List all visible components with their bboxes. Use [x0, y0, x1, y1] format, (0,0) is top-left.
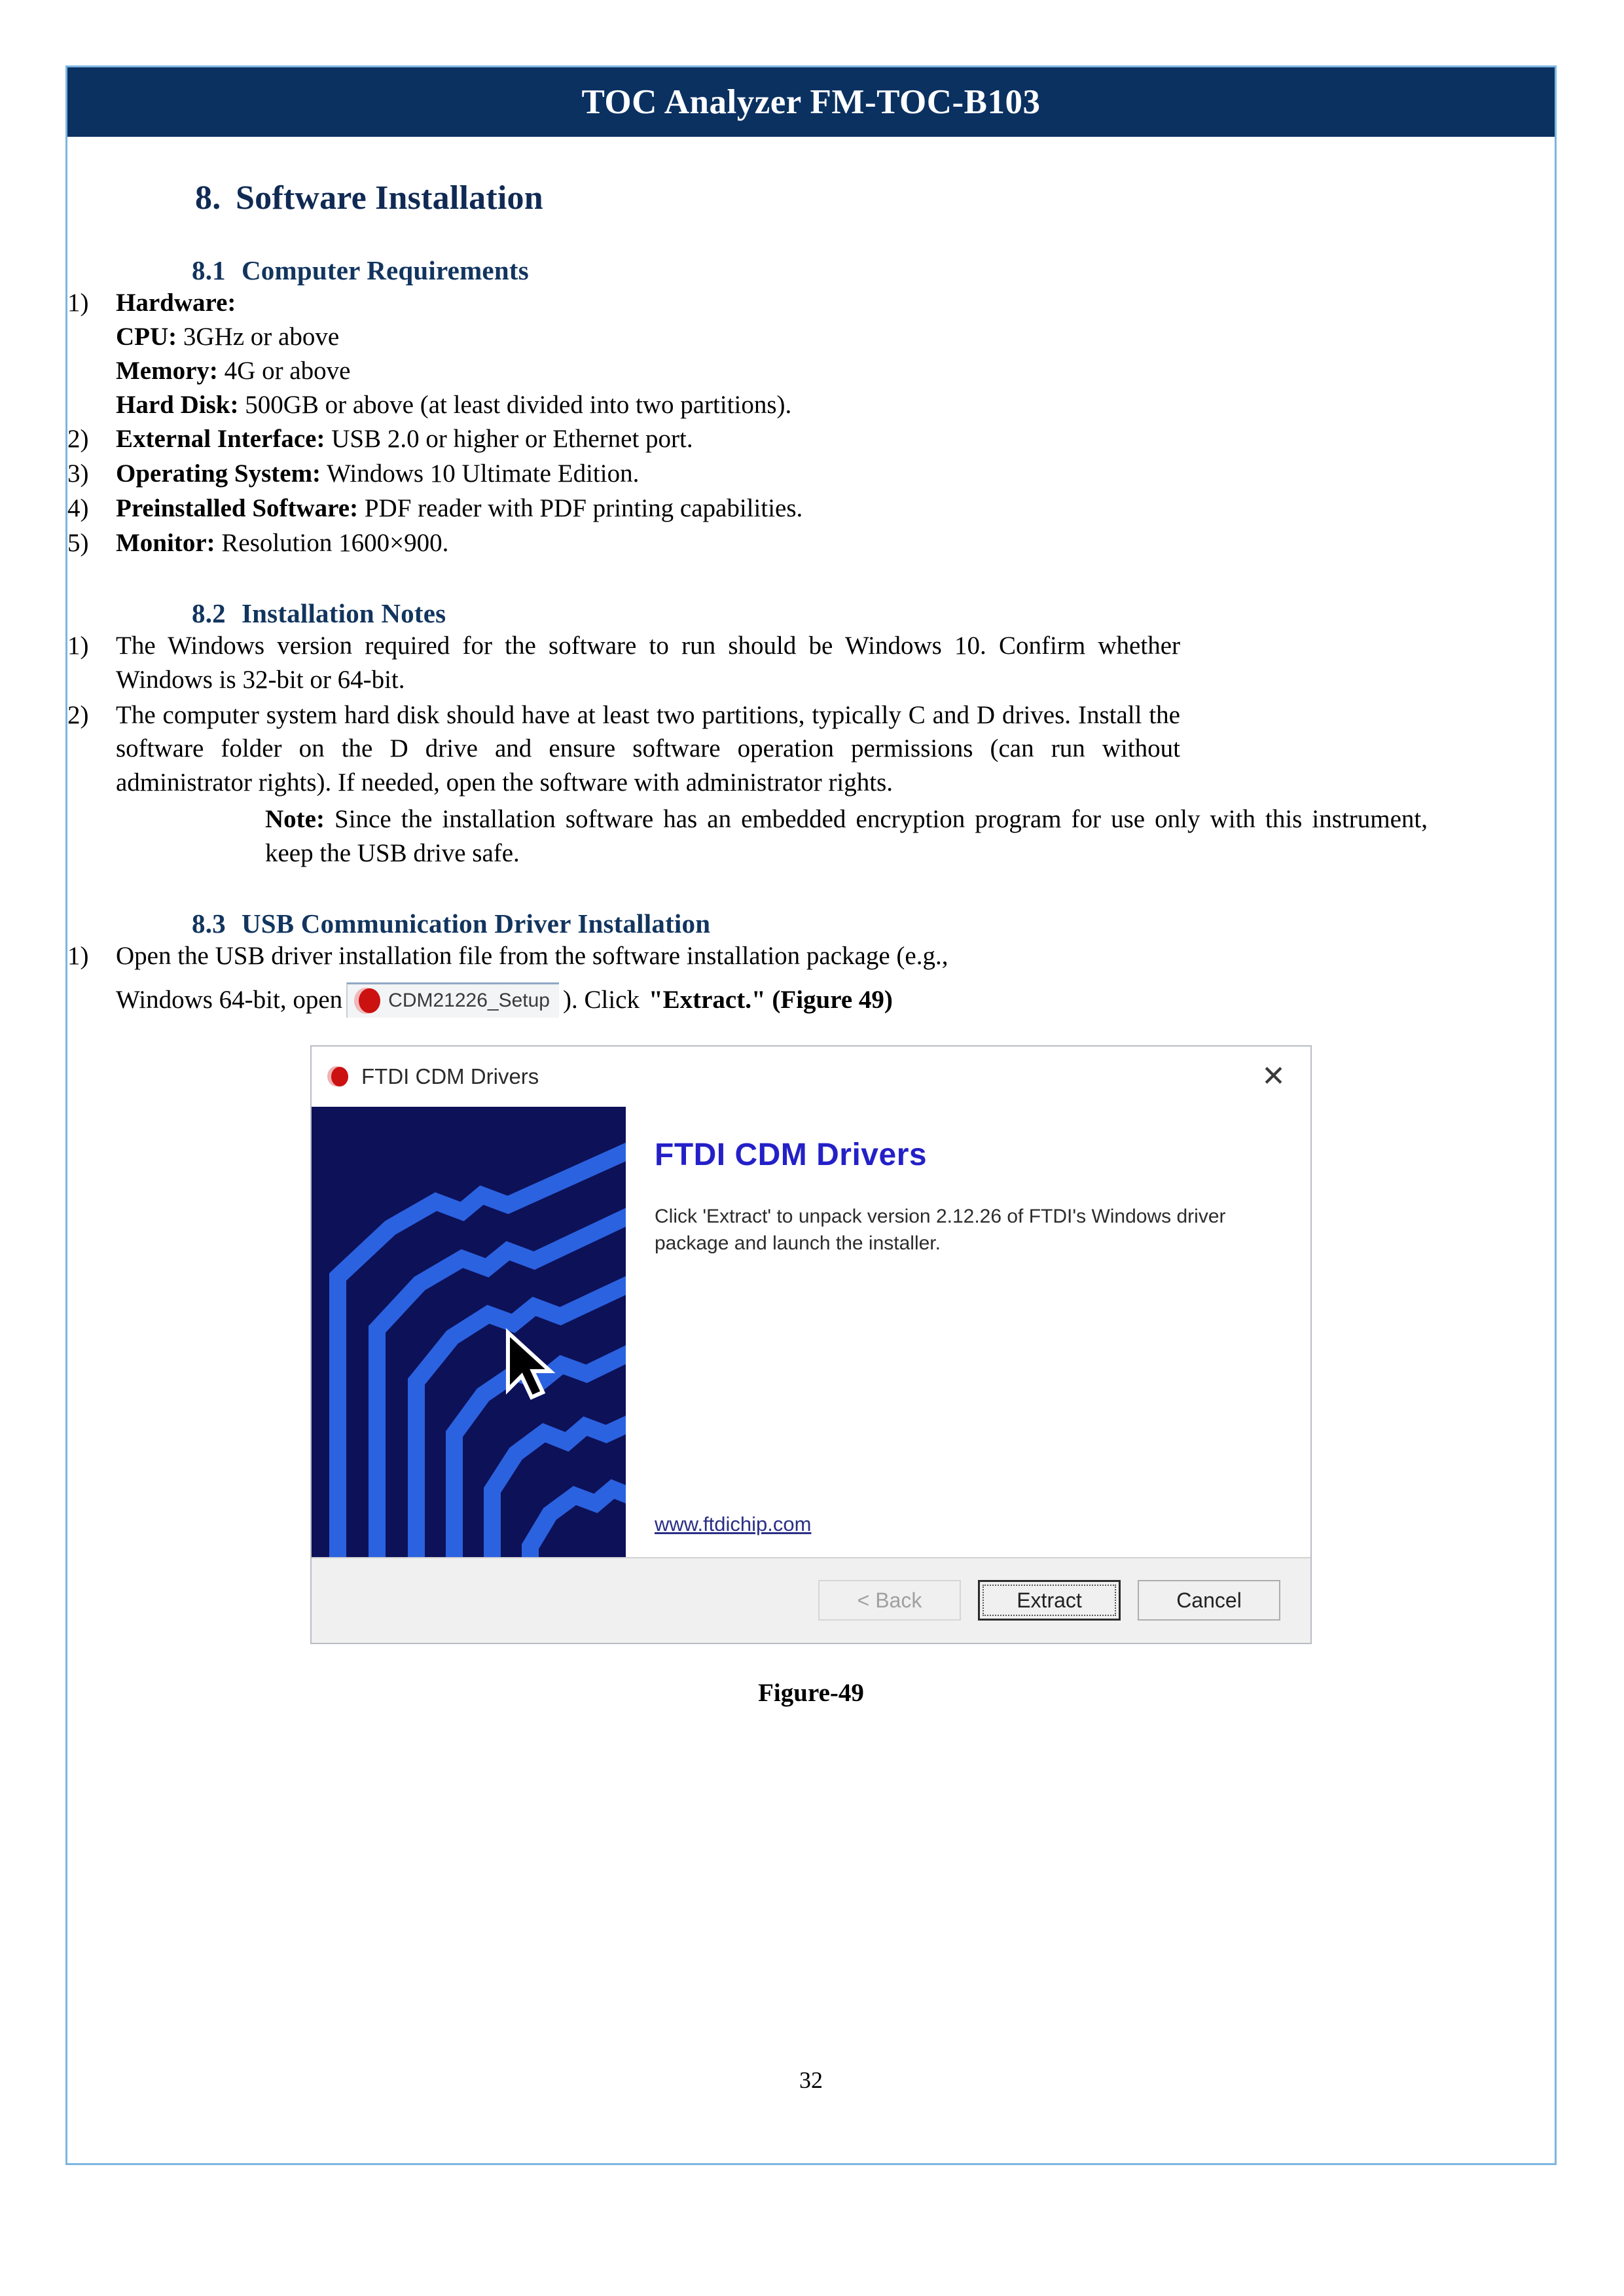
heading-section-8-1-number: 8.1 [192, 255, 226, 285]
list-marker: 4) [67, 494, 89, 523]
close-icon[interactable]: ✕ [1261, 1060, 1286, 1092]
heading-section-8 [195, 179, 1555, 217]
page-content [67, 137, 1555, 1708]
step-line-1: Open the USB driver installation file from the software installation package (e.g., [116, 941, 948, 970]
list-marker: 2) [67, 425, 89, 454]
spec-label-memory: Memory: [116, 356, 218, 385]
note-text: Since the installation software has an embedded encryption program for use only with this instrument, keep the USB drive safe. [265, 805, 1428, 868]
page-header-title: TOC Analyzer FM-TOC-B103 [581, 83, 1041, 121]
installation-note-paragraph [265, 802, 1428, 870]
list-marker: 1) [67, 289, 89, 317]
extract-button-label: Extract [1017, 1588, 1082, 1612]
figure-caption: Figure-49 [758, 1678, 864, 1707]
focus-ring [983, 1585, 1116, 1616]
list-item [67, 939, 1180, 1018]
list-item-body [116, 457, 1089, 491]
heading-section-8-2 [192, 598, 1555, 629]
heading-section-8-number: 8. [195, 179, 221, 217]
list-item-label: External Interface: [116, 425, 325, 454]
back-button[interactable]: < Back [818, 1580, 961, 1621]
list-item [67, 457, 1089, 491]
dialog-footer [312, 1557, 1310, 1643]
note-label: Note: [265, 805, 325, 834]
list-item [67, 698, 1180, 800]
list-item [67, 286, 1089, 422]
red-circle-installer-icon [353, 986, 383, 1016]
heading-section-8-3-title: USB Communication Driver Installation [242, 908, 711, 939]
list-item-text: Windows 10 Ultimate Edition. [321, 459, 640, 488]
heading-section-8-3 [192, 908, 1555, 939]
dialog-heading: FTDI CDM Drivers [655, 1137, 928, 1172]
circuit-trace-artwork [312, 1107, 626, 1558]
list-marker: 1) [67, 631, 89, 660]
list-item [67, 422, 1089, 456]
list-item [67, 526, 1089, 560]
list-item-text: PDF reader with PDF printing capabilities. [358, 494, 803, 523]
spec-line-harddisk [116, 388, 1089, 422]
dialog-content-panel [626, 1107, 1310, 1558]
installation-notes-list [67, 629, 1180, 800]
document-page [65, 65, 1557, 2165]
computer-requirements-list [67, 286, 1089, 560]
dialog-title: FTDI CDM Drivers [361, 1064, 539, 1088]
list-item-label: Hardware: [116, 289, 236, 317]
extract-button[interactable] [978, 1580, 1121, 1621]
dialog-body-text: Click 'Extract' to unpack version 2.12.26 of FTDI's Windows driver package and launch the installer. [655, 1205, 1226, 1255]
ftdi-cdm-drivers-dialog [310, 1045, 1312, 1644]
step-line-2-emphasis: "Extract." (Figure 49) [648, 985, 893, 1014]
list-item-text: Resolution 1600×900. [215, 529, 449, 558]
spec-line-memory [116, 354, 1089, 388]
heading-section-8-title: Software Installation [236, 179, 543, 217]
list-item-body [116, 422, 1089, 456]
list-item [67, 629, 1180, 697]
spec-label-harddisk: Hard Disk: [116, 390, 239, 419]
ftdi-red-circle-icon [327, 1065, 351, 1088]
list-item-text: The computer system hard disk should have at least two partitions, typically C and D drives. Install the software folder on the D drive and ensure software operation permissions (can run without administrator rights). If needed, open the software with administrator rights. [116, 700, 1180, 797]
list-item-body [116, 526, 1089, 560]
list-item-body [116, 286, 1089, 422]
spec-value-cpu: 3GHz or above [177, 322, 340, 351]
dialog-titlebar [312, 1047, 1310, 1107]
list-marker: 2) [67, 700, 89, 729]
heading-section-8-2-title: Installation Notes [242, 598, 446, 628]
installer-file-name: CDM21226_Setup [388, 990, 550, 1012]
list-marker: 5) [67, 529, 89, 558]
step-line-2 [116, 982, 1180, 1018]
usb-driver-steps-list [67, 939, 1180, 1018]
heading-section-8-1 [192, 255, 1555, 286]
heading-section-8-1-title: Computer Requirements [242, 255, 529, 285]
heading-section-8-3-number: 8.3 [192, 908, 226, 939]
page-number: 32 [799, 2067, 823, 2093]
list-item-text: USB 2.0 or higher or Ethernet port. [325, 425, 693, 454]
list-item [67, 492, 1089, 526]
list-marker: 3) [67, 459, 89, 488]
list-item-body [116, 939, 1180, 1018]
spec-line-cpu [116, 320, 1089, 354]
step-line-2-prefix: Windows 64-bit, open [116, 985, 343, 1014]
spec-value-harddisk: 500GB or above (at least divided into two partitions). [238, 390, 792, 419]
ftdichip-link[interactable]: www.ftdichip.com [655, 1512, 812, 1535]
list-item-label: Preinstalled Software: [116, 494, 359, 523]
list-item-body [116, 492, 1089, 526]
figure-49-image [310, 1045, 1312, 1644]
cancel-button[interactable]: Cancel [1138, 1580, 1280, 1621]
heading-section-8-2-number: 8.2 [192, 598, 226, 628]
dialog-body [312, 1107, 1310, 1558]
list-marker: 1) [67, 941, 89, 970]
spec-label-cpu: CPU: [116, 322, 177, 351]
step-line-2-suffix: ). Click [562, 985, 640, 1014]
list-item-label: Monitor: [116, 529, 215, 558]
list-item-text: The Windows version required for the software to run should be Windows 10. Confirm whether Windows is 32-bit or 64-bit. [116, 631, 1180, 694]
list-item-label: Operating System: [116, 459, 321, 488]
spec-value-memory: 4G or above [217, 356, 351, 385]
page-header-bar [67, 67, 1555, 137]
installer-file-chip[interactable] [346, 982, 559, 1018]
